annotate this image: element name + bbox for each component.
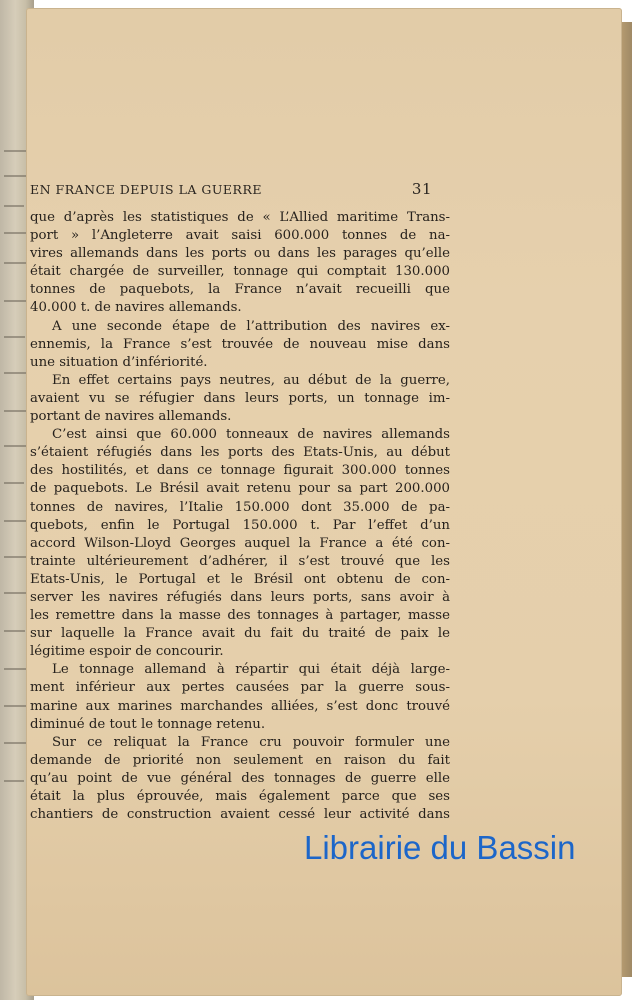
text-line: était chargée de surveiller, tonnage qui comptait 130.000 — [30, 264, 450, 280]
text-line: s’étaient réfugiés dans les ports des Etats-Unis, au début — [30, 445, 450, 461]
text-line: légitime espoir de concourir. — [30, 644, 224, 660]
text-line: sur laquelle la France avait du fait du traité de paix le — [30, 626, 450, 642]
text-line: était la plus éprouvée, mais également parce que ses — [30, 789, 450, 804]
text-line: server les navires réfugiés dans leurs ports, sans avoir à — [30, 589, 450, 605]
text-line: ment inférieur aux pertes causées par la guerre sous- — [30, 680, 450, 696]
running-head-title: EN FRANCE DEPUIS LA GUERRE — [30, 182, 262, 197]
text-line: tonnes de navires, l’Italie 150.000 dont 35.000 de pa- — [30, 499, 450, 515]
text-line: En effet certains pays neutres, au début de la guerre, — [52, 372, 450, 388]
text-line: une situation d’infériorité. — [30, 354, 208, 370]
text-line: tonnes de paquebots, la France n’avait recueilli que — [30, 282, 450, 298]
text-line: des hostilités, et dans ce tonnage figurait 300.000 tonnes — [30, 463, 450, 479]
text-line: chantiers de construction avaient cessé leur activité dans — [30, 807, 450, 823]
page-number: 31 — [411, 180, 432, 198]
text-line: marine aux marines marchandes alliées, s’est donc trouvé — [30, 698, 450, 714]
text-line: vires allemands dans les ports ou dans les parages qu’elle — [30, 246, 450, 262]
text-line: que d’après les statistiques de « L’Allied maritime Trans- — [30, 210, 450, 225]
text-line: Etats-Unis, le Portugal et le Brésil ont obtenu de con- — [30, 571, 450, 587]
text-line: diminué de tout le tonnage retenu. — [30, 716, 266, 732]
text-line: ennemis, la France s’est trouvée de nouveau mise dans — [30, 336, 450, 352]
text-line: A une seconde étape de l’attribution des navires ex- — [52, 318, 450, 334]
body-text — [30, 209, 450, 824]
text-line: portant de navires allemands. — [30, 409, 232, 425]
text-line: les remettre dans la masse des tonnages à partager, masse — [30, 608, 450, 624]
text-line: Le tonnage allemand à répartir qui était déjà large- — [52, 662, 450, 678]
text-line: trainte ultérieurement d’adhérer, il s’est trouvé que les — [30, 553, 450, 569]
running-head — [30, 180, 432, 198]
text-line: de paquebots. Le Brésil avait retenu pour sa part 200.000 — [30, 481, 450, 497]
text-line: qu’au point de vue général des tonnages de guerre elle — [30, 770, 450, 786]
text-line: demande de priorité non seulement en raison du fait — [30, 752, 450, 768]
text-line: Sur ce reliquat la France cru pouvoir formuler une — [52, 734, 450, 750]
text-line: port » l’Angleterre avait saisi 600.000 tonnes de na- — [30, 228, 450, 244]
text-line: C’est ainsi que 60.000 tonneaux de navires allemands — [52, 427, 450, 443]
watermark-text: Librairie du Bassin — [304, 829, 576, 866]
text-line: accord Wilson-Lloyd Georges auquel la France a été con- — [30, 535, 450, 551]
text-line: 40.000 t. de navires allemands. — [30, 300, 242, 316]
text-line: avaient vu se réfugier dans leurs ports, un tonnage im- — [30, 390, 450, 406]
text-line: quebots, enfin le Portugal 150.000 t. Par l’effet d’un — [30, 517, 450, 533]
